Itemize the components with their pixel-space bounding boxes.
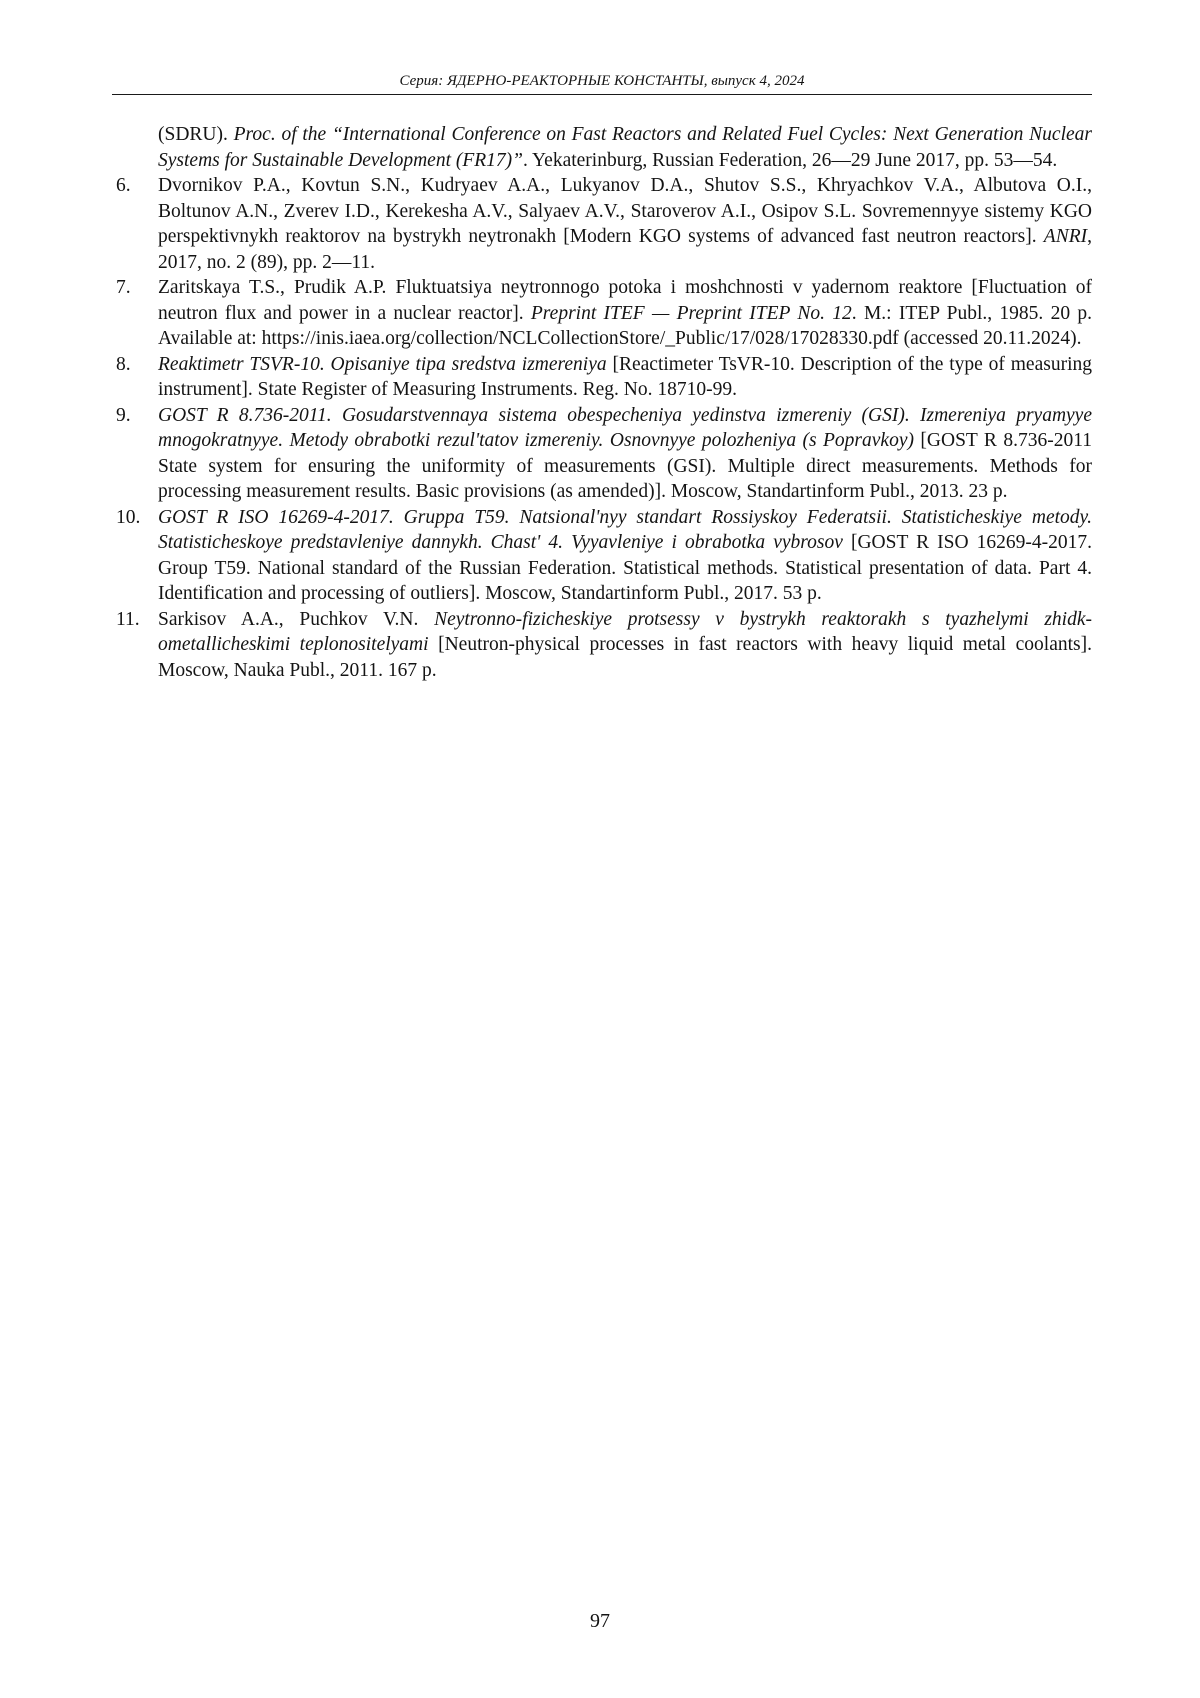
reference-text-segment: [GOST R ISO 16269-4-2017. Group T59. National standard of the Russian Federation. Statistical methods. Statistical presentation of data. Part 4. Identification and processing of outliers]. Moscow, Standartinform Publ., 2017. 53 p. bbox=[158, 532, 1092, 604]
reference-item bbox=[112, 173, 1092, 275]
header-rule bbox=[112, 94, 1092, 95]
reference-title-italic: Proc. of the “International Conference on Fast Reactors and Related Fuel Cycles: Next Generation Nuclear Systems for Sustainable Development (FR17)” bbox=[158, 124, 1092, 171]
reference-text-segment: Zaritskaya T.S., Prudik A.P. Fluktuatsiya neytronnogo potoka i moshchnosti v yadernom reaktore [Fluctuation of neutron flux and power in a nuclear reactor]. bbox=[158, 277, 1092, 324]
reference-number: 8. bbox=[116, 353, 131, 375]
reference-title-italic: GOST R ISO 16269-4-2017. Gruppa T59. Natsional'nyy standart Rossiyskoy Federatsii. Statisticheskiye metody. Statisticheskoye predstavleniye dannykh. Chast' 4. Vyyavleniye i obrabotka vybrosov bbox=[158, 506, 1092, 553]
reference-text-segment: Dvornikov P.A., Kovtun S.N., Kudryaev A.A., Lukyanov D.A., Shutov S.S., Khryachkov V.A., Albutova O.I., Boltunov A.N., Zverev I.D., Kerekesha A.V., Salyaev A.V., Staroverov A.I., Osipov S.L. Sovremennyye sistemy KGO perspektivnykh reaktorov na bystrykh neytronakh [Modern KGO systems of advanced fast neutron reactors]. bbox=[158, 175, 1092, 247]
reference-title-italic: Reaktimetr TSVR-10. Opisaniye tipa sredstva izmereniya bbox=[158, 353, 607, 375]
reference-number: 10. bbox=[116, 506, 141, 528]
reference-text-segment: Sarkisov A.A., Puchkov V.N. bbox=[158, 608, 435, 630]
reference-item bbox=[112, 122, 1092, 173]
reference-title-italic: ANRI bbox=[1043, 226, 1088, 247]
reference-number: 6. bbox=[116, 175, 131, 196]
reference-text-segment: . Yekaterinburg, Russian Federation, 26—29 June 2017, pp. 53—54. bbox=[523, 149, 1058, 171]
reference-text-segment: , 2017, no. 2 (89), pp. 2—11. bbox=[158, 226, 1092, 273]
reference-item bbox=[112, 403, 1092, 505]
reference-number: 11. bbox=[116, 608, 140, 630]
reference-text-segment: [Neutron-physical processes in fast reactors with heavy liquid metal coolants]. Moscow, Nauka Publ., 2011. 167 p. bbox=[158, 634, 1092, 681]
reference-title-italic: GOST R 8.736-2011. Gosudarstvennaya sistema obespecheniya yedinstva izmereniy (GSI). Izmereniya pryamyye mnogokratnyye. Metody obrabotki rezul'tatov izmereniy. Osnovnyye polozheniya (s Popravkoy) bbox=[158, 404, 1092, 451]
reference-item bbox=[112, 607, 1092, 684]
reference-text-segment: . M.: ITEP Publ., 1985. 20 p. Available at: https://inis.iaea.org/collection/NCLCollectionStore/_Public/17/028/17028330.pdf (accessed 20.11.2024). bbox=[158, 302, 1092, 349]
reference-text-segment: (SDRU). bbox=[158, 124, 234, 145]
reference-list bbox=[112, 122, 1092, 683]
reference-title-italic: Preprint ITEF — Preprint ITEP No. 12 bbox=[530, 302, 852, 324]
reference-item bbox=[112, 275, 1092, 352]
reference-text-segment: [Reactimeter TsVR-10. Description of the type of measuring instrument]. State Register of Measuring Instruments. Reg. No. 18710-99. bbox=[158, 353, 1092, 400]
running-header: Серия: ЯДЕРНО-РЕАКТОРНЫЕ КОНСТАНТЫ, выпуск 4, 2024 bbox=[399, 73, 805, 89]
reference-text-segment: [GOST R 8.736-2011 State system for ensuring the uniformity of measurements (GSI). Multiple direct measurements. Methods for processing measurement results. Basic provisions (as amended)]. Moscow, Standartinform Publ., 2013. 23 p. bbox=[158, 430, 1092, 502]
reference-number: 9. bbox=[116, 404, 131, 426]
page-number: 97 bbox=[590, 1610, 610, 1632]
reference-title-italic: Neytronno-fizicheskiye protsessy v bystrykh reaktorakh s tyazhelymi zhidkometallicheskimi teplonositelyami bbox=[158, 608, 1093, 655]
reference-item bbox=[112, 352, 1092, 403]
reference-number: 7. bbox=[116, 277, 131, 298]
reference-item bbox=[112, 505, 1092, 607]
